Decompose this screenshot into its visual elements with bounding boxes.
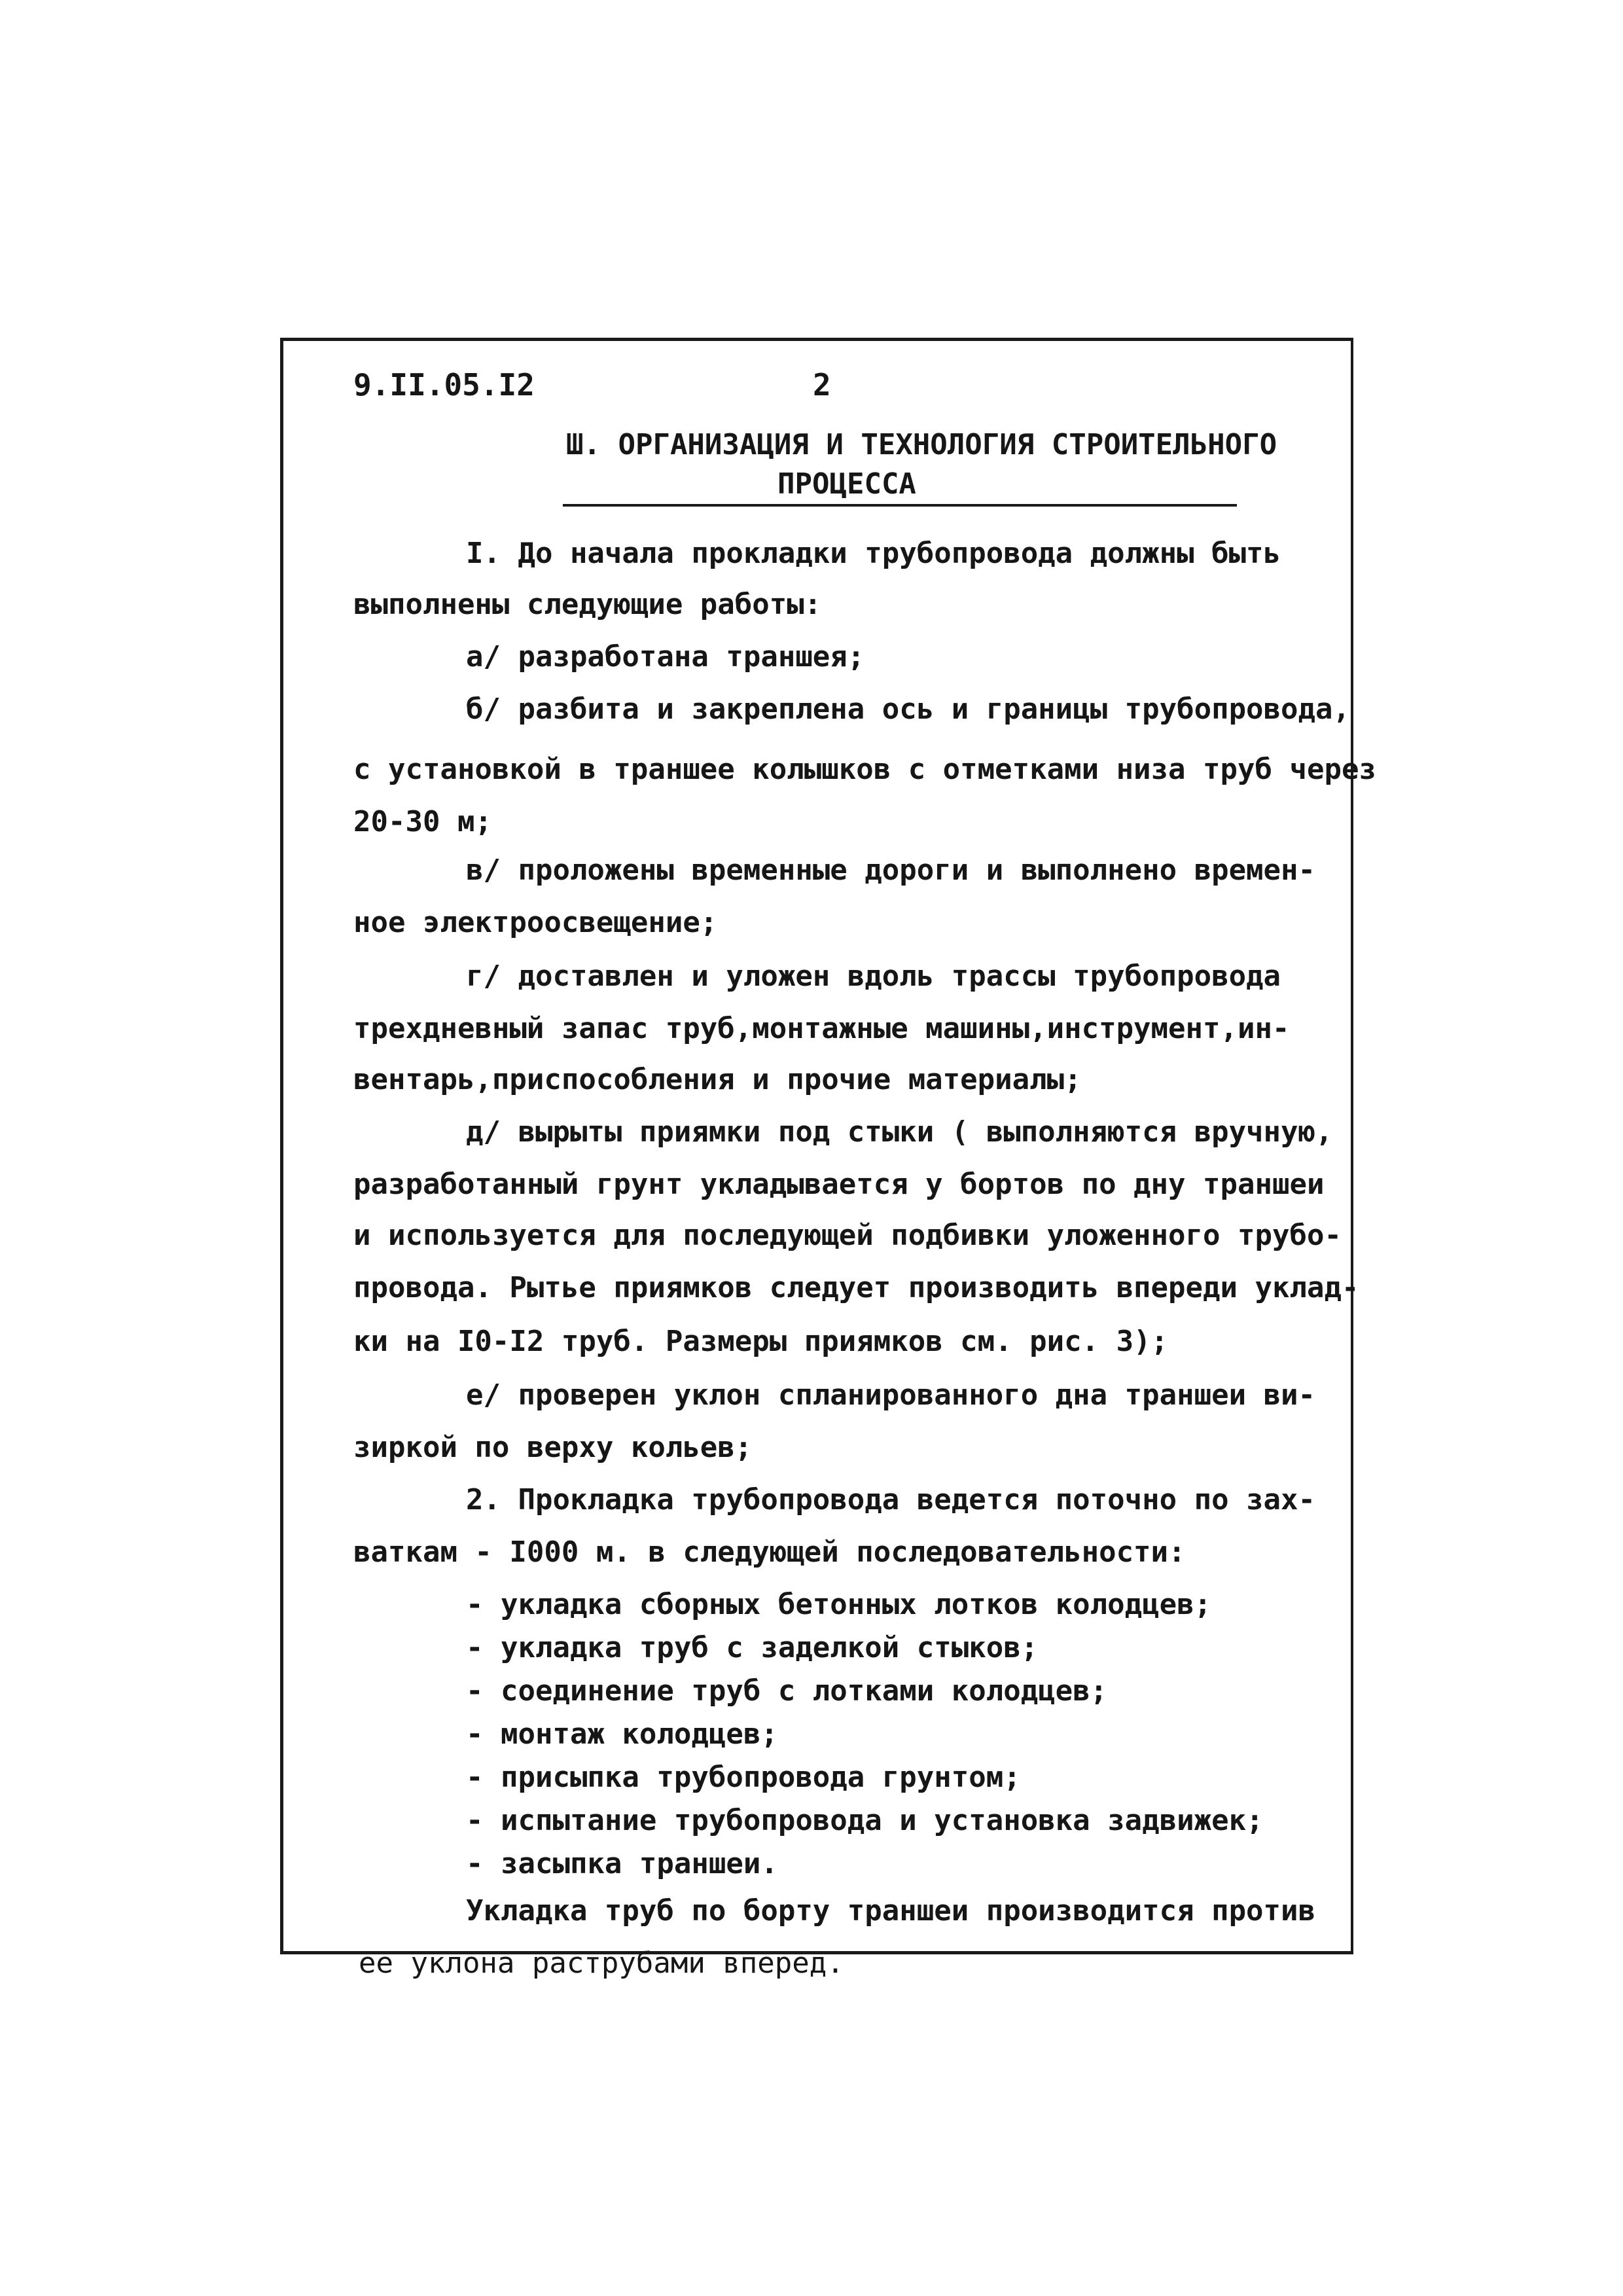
paragraph-2-line-2: ваткам - I000 м. в следующей последовательности:: [353, 1535, 1186, 1569]
sequence-item-1: - укладка сборных бетонных лотков колодцев;: [466, 1588, 1212, 1621]
item-b-line-1: б/ разбита и закреплена ось и границы трубопровода,: [466, 692, 1351, 726]
item-d-line-3: и используется для последующей подбивки уложенного трубо-: [353, 1219, 1342, 1252]
section-title-underline: [563, 504, 1237, 507]
item-b-line-3: 20-30 м;: [353, 805, 492, 838]
section-title-line-2: ПРОЦЕССА: [777, 467, 916, 501]
item-g-line-3: вентарь,приспособления и прочие материалы;: [353, 1063, 1082, 1096]
item-d-line-4: провода. Рытье приямков следует производить впереди уклад-: [353, 1271, 1359, 1304]
item-e-line-1: е/ проверен уклон спланированного дна траншеи ви-: [466, 1378, 1316, 1412]
paragraph-1-line-1: I. До начала прокладки трубопровода должны быть: [466, 537, 1281, 570]
item-d-line-5: ки на I0-I2 труб. Размеры приямков см. рис. 3);: [353, 1325, 1169, 1358]
page-number: 2: [813, 367, 831, 403]
item-b-line-2: с установкой в траншее колышков с отметками низа труб через: [353, 753, 1376, 786]
closing-line-1: Укладка труб по борту траншеи производится против: [466, 1894, 1316, 1928]
sequence-item-4: - монтаж колодцев;: [466, 1717, 778, 1751]
sequence-item-2: - укладка труб с заделкой стыков;: [466, 1631, 1039, 1664]
item-d-line-1: д/ вырыты приямки под стыки ( выполняются вручную,: [466, 1115, 1333, 1149]
closing-line-2: ее уклона раструбами вперед.: [359, 1946, 844, 1980]
item-v-line-2: ное электроосвещение;: [353, 906, 718, 939]
item-g-line-2: трехдневный запас труб,монтажные машины,инструмент,ин-: [353, 1012, 1290, 1045]
sequence-item-3: - соединение труб с лотками колодцев;: [466, 1674, 1108, 1708]
item-d-line-2: разработанный грунт укладывается у бортов по дну траншеи: [353, 1168, 1325, 1201]
paragraph-2-line-1: 2. Прокладка трубопровода ведется поточно по зах-: [466, 1483, 1316, 1516]
section-title-line-1: Ш. ОРГАНИЗАЦИЯ И ТЕХНОЛОГИЯ СТРОИТЕЛЬНОГО: [566, 428, 1277, 461]
paragraph-1-line-2: выполнены следующие работы:: [353, 588, 822, 621]
item-e-line-2: зиркой по верху кольев;: [353, 1431, 753, 1464]
item-a: а/ разработана траншея;: [466, 640, 865, 673]
sequence-item-5: - присыпка трубопровода грунтом;: [466, 1761, 1021, 1794]
item-v-line-1: в/ проложены временные дороги и выполнено времен-: [466, 853, 1316, 887]
document-code: 9.II.05.I2: [353, 367, 535, 403]
item-g-line-1: г/ доставлен и уложен вдоль трассы трубопровода: [466, 960, 1281, 993]
sequence-item-6: - испытание трубопровода и установка задвижек;: [466, 1804, 1264, 1837]
sequence-item-7: - засыпка траншеи.: [466, 1847, 778, 1880]
